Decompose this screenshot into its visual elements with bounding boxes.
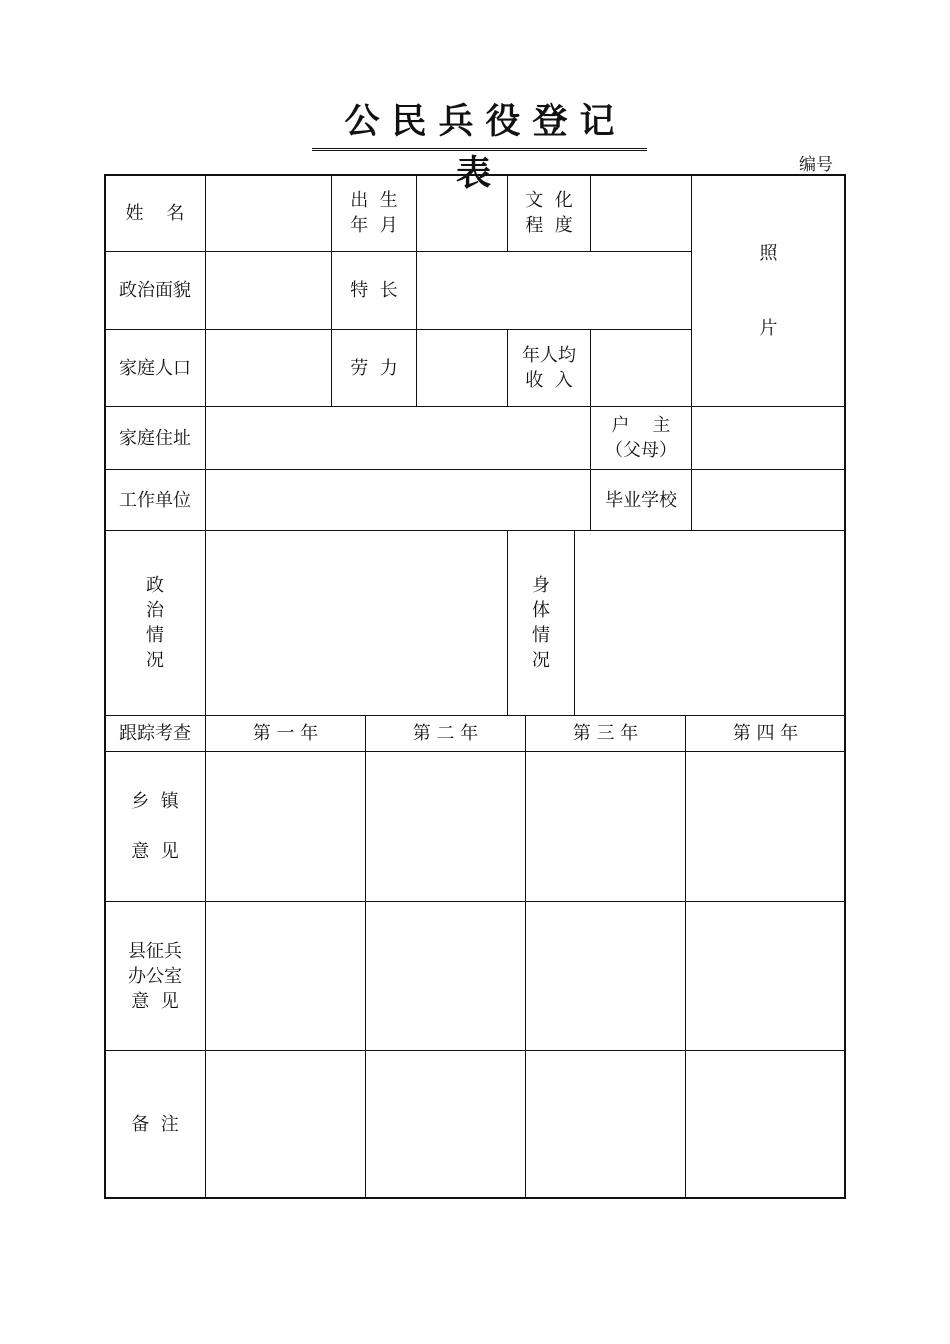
workplace-field[interactable] (206, 470, 590, 530)
year-2-header: 第 二 年 (412, 723, 479, 744)
householder-field[interactable] (692, 407, 845, 469)
political-status-field[interactable] (206, 252, 331, 329)
remarks-year-4-field[interactable] (686, 1051, 845, 1198)
school-field[interactable] (692, 470, 845, 530)
county-year-1-field[interactable] (206, 902, 365, 1050)
labor-field[interactable] (417, 330, 507, 406)
year-1-header: 第 一 年 (252, 723, 319, 744)
form-title: 公民兵役登记表 (312, 96, 647, 151)
serial-number-label: 编号 (799, 155, 833, 175)
family-size-field[interactable] (206, 330, 331, 406)
workplace-label: 工作单位 (119, 489, 191, 511)
birth-date-field[interactable] (417, 175, 507, 251)
county-year-4-field[interactable] (686, 902, 845, 1050)
address-label: 家庭住址 (119, 427, 191, 449)
county-year-2-field[interactable] (366, 902, 525, 1050)
family-size-label: 家庭人口 (119, 357, 191, 379)
political-situation-label: 政 治 情 况 (146, 575, 164, 671)
county-year-3-field[interactable] (526, 902, 685, 1050)
political-situation-field[interactable] (206, 531, 507, 715)
school-label: 毕业学校 (605, 489, 677, 511)
township-year-4-field[interactable] (686, 752, 845, 901)
specialty-label: 特 长 (350, 280, 398, 301)
physical-condition-field[interactable] (575, 531, 845, 715)
physical-condition-label: 身 体 情 况 (532, 575, 550, 671)
remarks-label: 备 注 (131, 1114, 179, 1135)
political-status-label: 政治面貌 (119, 280, 191, 301)
remarks-year-1-field[interactable] (206, 1051, 365, 1198)
labor-label: 劳 力 (350, 357, 398, 379)
birth-date-label: 出 生 年 月 (350, 190, 398, 236)
year-3-header: 第 三 年 (572, 723, 639, 744)
income-field[interactable] (591, 330, 691, 406)
name-label: 姓 名 (125, 202, 185, 224)
township-opinion-label: 乡 镇 意 见 (131, 791, 179, 862)
township-year-1-field[interactable] (206, 752, 365, 901)
photo-label: 照 片 (759, 242, 778, 339)
township-year-3-field[interactable] (526, 752, 685, 901)
householder-label: 户 主 （父母） (605, 415, 677, 461)
education-field[interactable] (591, 175, 691, 251)
tracking-label: 跟踪考查 (119, 723, 191, 744)
address-field[interactable] (206, 407, 590, 469)
year-4-header: 第 四 年 (732, 723, 799, 744)
remarks-year-3-field[interactable] (526, 1051, 685, 1198)
education-label: 文 化 程 度 (525, 190, 573, 236)
township-year-2-field[interactable] (366, 752, 525, 901)
name-field[interactable] (206, 175, 331, 251)
remarks-year-2-field[interactable] (366, 1051, 525, 1198)
income-label: 年人均 收 入 (522, 345, 576, 391)
specialty-field[interactable] (417, 252, 691, 329)
county-office-opinion-label: 县征兵 办公室 意 见 (128, 940, 182, 1012)
